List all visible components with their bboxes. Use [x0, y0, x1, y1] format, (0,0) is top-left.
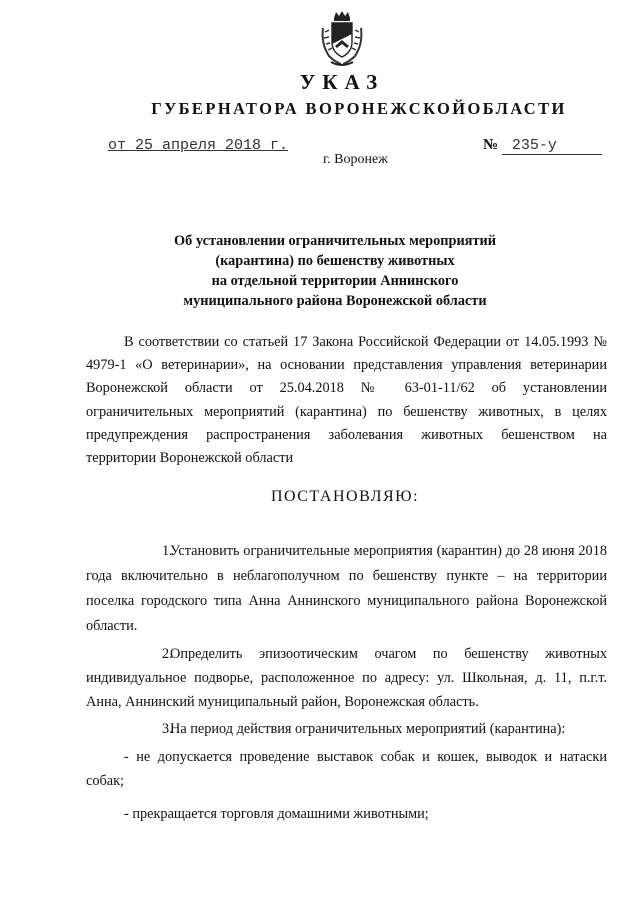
item-text: Определить эпизоотическим очагом по бешенству животных индивидуальное подворье, расположенное по адресу: ул. Школьная, д. 11, п.г.т. Анна, Аннинский муниципальный район, Воронежская область.: [86, 646, 607, 710]
title-line: на отдельной территории Аннинского: [211, 273, 459, 289]
decree-title: [150, 231, 520, 311]
decree-item: [86, 539, 607, 639]
number-label: №: [483, 137, 499, 153]
item-number: 1.: [162, 543, 173, 559]
item-text: Установить ограничительные мероприятия (карантин) до 28 июня 2018 года включительно в неблагополучном по бешенству пункте – на территории поселка городского типа Анна Аннинского муниципального района Воронежской области.: [86, 543, 607, 634]
item-number: 2.: [162, 646, 173, 662]
decree-number: [483, 137, 602, 155]
coat-of-arms-icon: [319, 10, 365, 68]
issuer-title: ГУБЕРНАТОРА ВОРОНЕЖСКОЙОБЛАСТИ: [151, 99, 567, 118]
decree-subitem: - прекращается торговля домашними животными;: [124, 806, 429, 822]
decree-subitem: - не допускается проведение выставок собак и кошек, выводок и натаски собак;: [86, 749, 607, 789]
item-text: На период действия ограничительных мероприятий (карантина):: [170, 721, 566, 737]
preamble-paragraph: В соответствии со статьей 17 Закона Российской Федерации от 14.05.1993 № 4979-1 «О ветеринарии», на основании представления управления ветеринарии Воронежской области от 25.04.2018 № 63-01-11/62 об установлении ограничительных мероприятий (карантина) по бешенству животных, в целях предупреждения распространения заболевания животных бешенством на территории Воронежской области: [86, 334, 607, 467]
decree-item: [86, 718, 607, 742]
title-line: (карантина) по бешенству животных: [215, 253, 455, 269]
title-line: муниципального района Воронежской области: [183, 293, 487, 309]
decree-item: [86, 643, 607, 714]
item-number: 3.: [162, 721, 173, 737]
document-type: УКАЗ: [299, 70, 385, 94]
title-line: Об установлении ограничительных мероприятий: [174, 233, 496, 249]
city: г. Воронеж: [323, 152, 388, 167]
number-value: 235-у: [502, 137, 602, 155]
decree-date: [108, 137, 288, 154]
date-text: от 25 апреля 2018 г.: [108, 137, 289, 154]
decree-word: ПОСТАНОВЛЯЮ:: [270, 488, 420, 505]
